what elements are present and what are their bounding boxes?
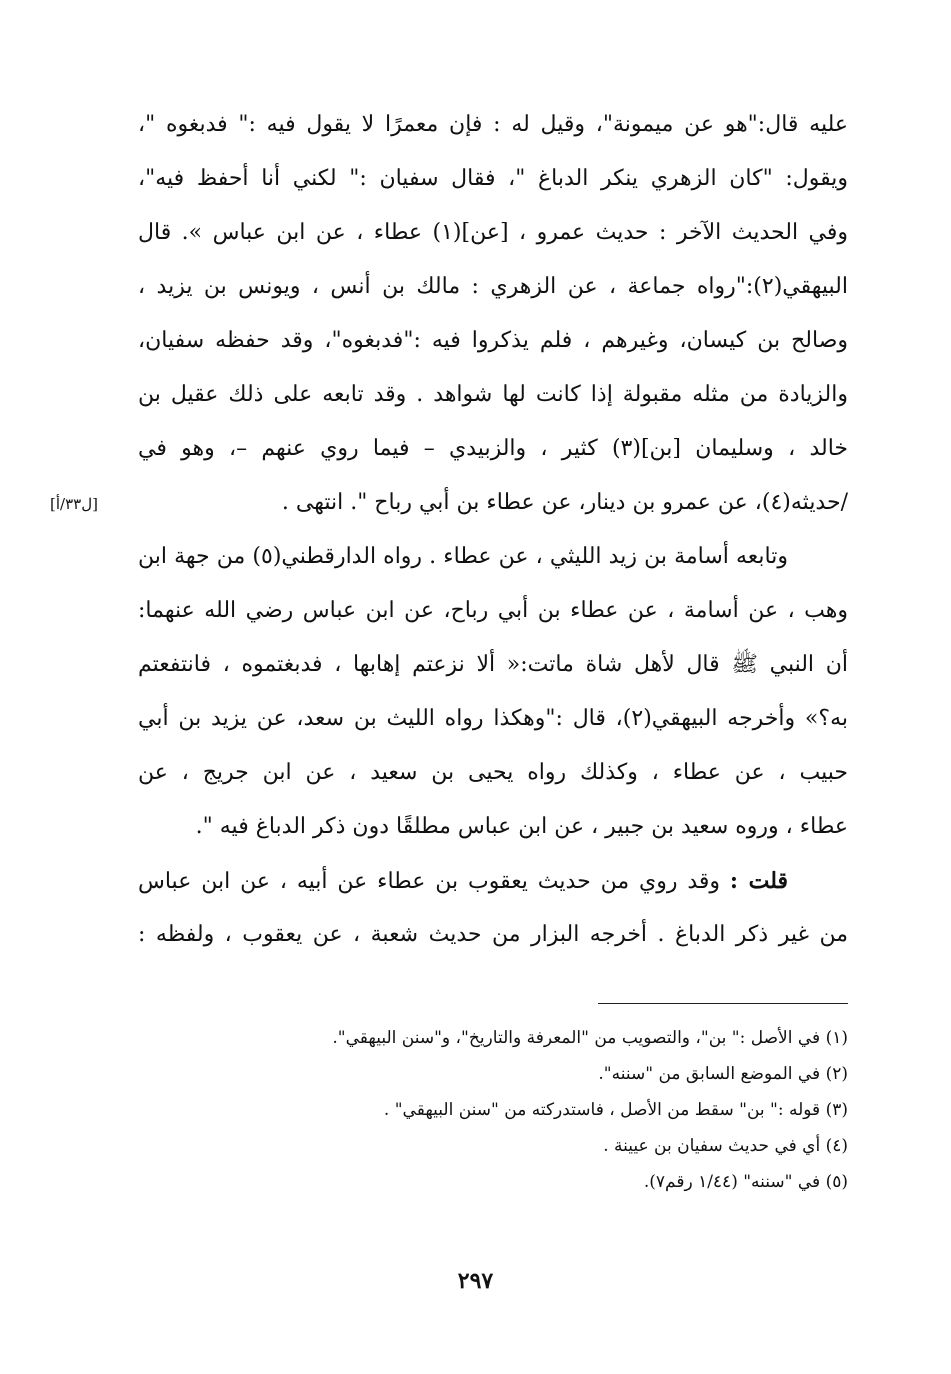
text-line-14: عطاء ، وروه سعيد بن جبير ، عن ابن عباس مطلقًا دون ذكر الدباغ فيه ". (195, 814, 848, 839)
text-line-4: البيهقي(٢):"رواه جماعة ، عن الزهري : مالك بن أنس ، ويونس بن يزيد ، (138, 274, 848, 299)
main-text (138, 98, 848, 962)
text-line-12: به؟» وأخرجه البيهقي(٢)، قال :"وهكذا رواه الليث بن سعد، عن يزيد بن أبي (138, 706, 848, 731)
text-line-5: وصالح بن كيسان، وغيرهم ، فلم يذكروا فيه :"فدبغوه"، وقد حفظه سفيان، (138, 328, 848, 353)
text-line-15 (138, 854, 848, 908)
text-line-13: حبيب ، عن عطاء ، وكذلك رواه يحيى بن سعيد ، عن ابن جريج ، عن (138, 760, 848, 785)
page-number: ٢٩٧ (457, 1268, 494, 1294)
text-line-1: عليه قال:"هو عن ميمونة"، وقيل له : فإن معمرًا لا يقول فيه :" فدبغوه "، (138, 112, 848, 137)
text-line-6: والزيادة من مثله مقبولة إذا كانت لها شواهد . وقد تابعه على ذلك عقيل بن (138, 382, 848, 407)
text-line-7: خالد ، وسليمان [بن](٣) كثير ، والزبيدي – فيما روي عنهم –، وهو في (138, 436, 848, 461)
footnote-5: (٥) في "سننه" (١/٤٤ رقم٧). (643, 1172, 848, 1192)
text-line-8: /حديثه(٤)، عن عمرو بن دينار، عن عطاء بن أبي رباح ". انتهى . (281, 490, 848, 515)
text-line-9: وتابعه أسامة بن زيد الليثي ، عن عطاء . رواه الدارقطني(٥) من جهة ابن (138, 544, 788, 569)
footnote-3: (٣) قوله :" بن" سقط من الأصل ، فاستدركته من "سنن البيهقي" . (383, 1100, 848, 1120)
text-line-15-content: وقد روي من حديث يعقوب بن عطاء عن أبيه ، عن ابن عباس (138, 869, 721, 894)
footnotes (138, 1020, 848, 1200)
manuscript-folio-marker: [ل٣٣/أ] (50, 495, 98, 513)
footnote-2: (٢) في الموضع السابق من "سننه". (598, 1064, 848, 1084)
text-line-3: وفي الحديث الآخر : حديث عمرو ، [عن](١) عطاء ، عن ابن عباس ». قال (138, 220, 848, 245)
text-line-2: ويقول: "كان الزهري ينكر الدباغ "، فقال سفيان :" لكني أنا أحفظ فيه"، (138, 166, 848, 191)
footnote-1: (١) في الأصل :" بن"، والتصويب من "المعرفة والتاريخ"، و"سنن البيهقي". (332, 1028, 848, 1048)
text-line-16: من غير ذكر الدباغ . أخرجه البزار من حديث شعبة ، عن يعقوب ، ولفظه : (138, 922, 848, 947)
qult-label: قلت : (729, 868, 788, 894)
footnote-separator (598, 1003, 848, 1004)
footnote-4: (٤) أي في حديث سفيان بن عيينة . (603, 1136, 848, 1156)
text-line-11: أن النبي ﷺ قال لأهل شاة ماتت:« ألا نزعتم إهابها ، فدبغتموه ، فانتفعتم (138, 652, 848, 677)
text-line-10: وهب ، عن أسامة ، عن عطاء بن أبي رباح، عن ابن عباس رضي الله عنهما: (138, 598, 848, 623)
